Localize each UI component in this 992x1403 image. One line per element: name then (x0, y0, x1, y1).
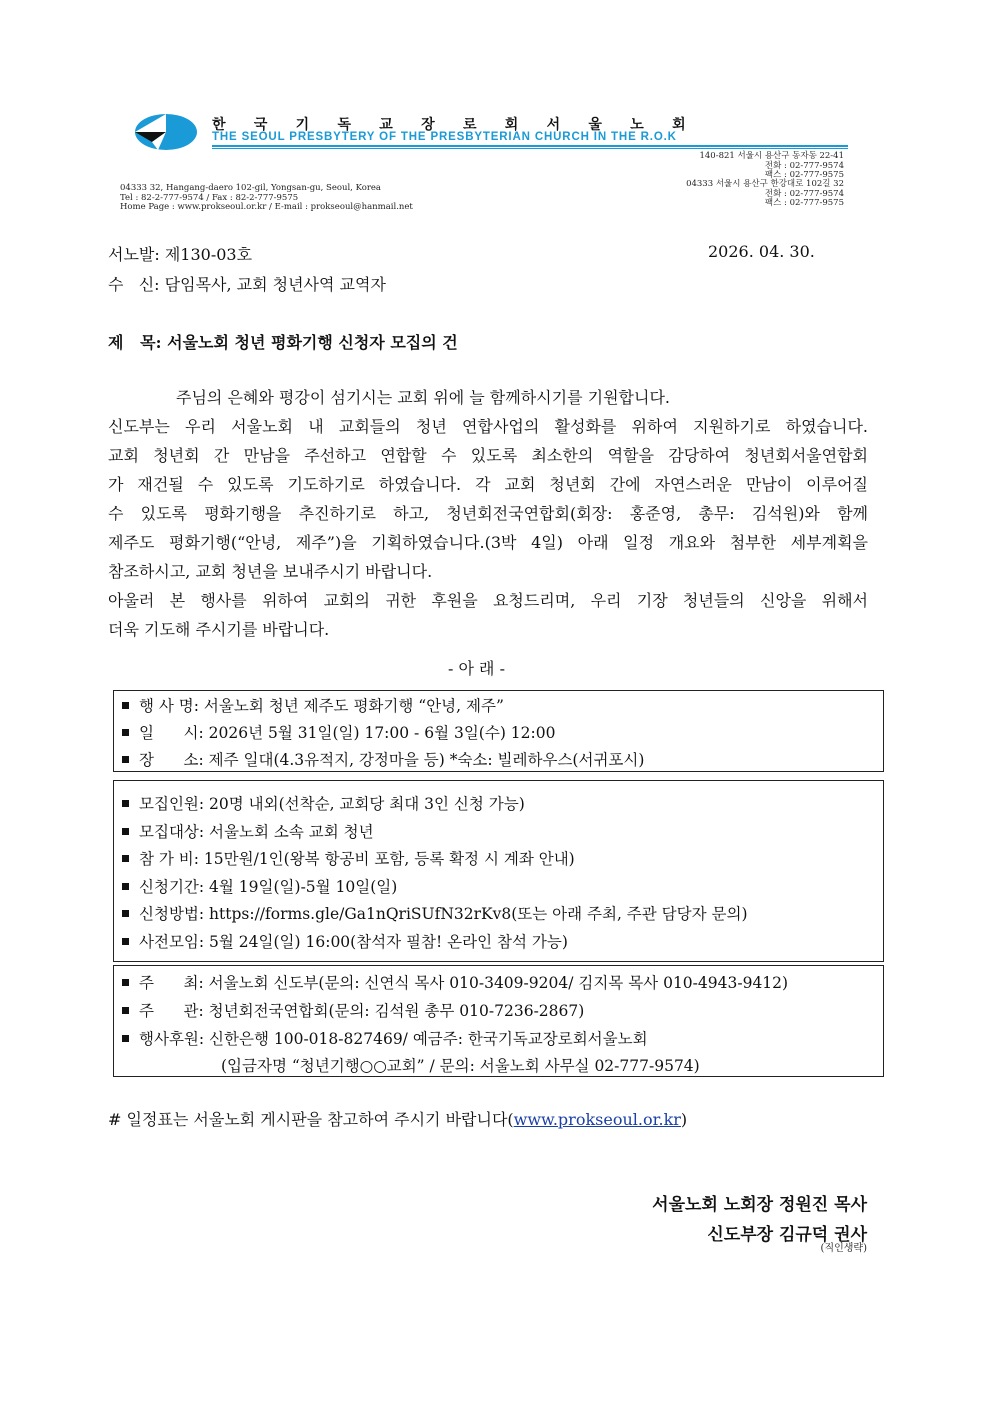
recruit-count-item: 모집인원: 20명 내외(선착순, 교회당 최대 3인 신청 가능) (122, 792, 525, 814)
bullet-icon (122, 1007, 129, 1014)
presbytery-logo (132, 112, 198, 152)
document-date: 2026. 04. 30. (708, 242, 815, 261)
sponsor-item: 행사후원: 신한은행 100-018-827469/ 예금주: 한국기독교장로회서울노회 (122, 1027, 648, 1049)
body-line: 참조하시고, 교회 청년을 보내주시기 바랍니다. (108, 562, 433, 581)
recruit-target-item: 모집대상: 서울노회 소속 교회 청년 (122, 820, 374, 842)
event-name-item: 행 사 명: 서울노회 청년 제주도 평화기행 “안녕, 제주” (122, 694, 504, 716)
letterhead-rule-thin (212, 148, 848, 149)
address-english: 04333 32, Hangang-daero 102-gil, Yongsan-gu, Seoul, Korea Tel : 82-2-777-9574 / Fax : 82-2-777-9575 Home Page : www.prokseoul.or.kr / E-mail : prokseoul@hanmail.net (120, 183, 413, 212)
deposit-note: (입금자명 “청년기행○○교회” / 문의: 서울노회 사무실 02-777-9574) (221, 1057, 700, 1075)
organizer-box (113, 965, 884, 1077)
apply-method-item: 신청방법: https://forms.gle/Ga1nQriSUfN32rKv8(또는 아래 주최, 주관 담당자 문의) (122, 902, 748, 924)
body-line: 수 있도록 평화기행을 추진하기로 하고, 청년회전국연합회(회장: 홍준영, 총무: 김석원)와 함께 (108, 504, 868, 523)
bullet-icon (122, 855, 129, 862)
letterhead-rule (212, 145, 848, 147)
body-line: 교회 청년회 간 만남을 주선하고 연합할 수 있도록 최소한의 역할을 감당하여 청년회서울연합회 (108, 446, 868, 465)
subject-label: 제 목: (108, 333, 162, 352)
apply-period-item: 신청기간: 4월 19일(일)-5월 10일(일) (122, 875, 397, 897)
bullet-icon (122, 938, 129, 945)
subject-line (108, 330, 458, 353)
signature-dept-head: 신도부장 김규덕 권사 (707, 1225, 867, 1245)
schedule-note: # 일정표는 서울노회 게시판을 참고하여 주시기 바랍니다(www.prokseoul.or.kr) (108, 1110, 688, 1129)
address-new: 04333 서울시 용산구 한강대로 102길 32 전화 : 02-777-9574 팩스 : 02-777-9575 (686, 179, 844, 208)
body-line: 신도부는 우리 서울노회 내 교회들의 청년 연합사업의 활성화를 위하여 지원하기로 하였습니다. (108, 417, 868, 436)
bullet-icon (122, 979, 129, 986)
bullet-icon (122, 756, 129, 763)
bullet-icon (122, 702, 129, 709)
event-date-item: 일 시: 2026년 5월 31일(일) 17:00 - 6월 3일(수) 12:00 (122, 721, 555, 743)
org-name-korean: 한국기독교장로회서울노회 (212, 117, 714, 133)
subject-value: 서울노회 청년 평화기행 신청자 모집의 건 (167, 333, 458, 352)
bullet-icon (122, 910, 129, 917)
notice-heading: - 아 래 - (448, 659, 505, 678)
bullet-icon (122, 883, 129, 890)
bullet-icon (122, 729, 129, 736)
event-place-item: 장 소: 제주 일대(4.3유적지, 강정마을 등) *숙소: 빌레하우스(서귀포시) (122, 748, 644, 770)
bullet-icon (122, 828, 129, 835)
body-paragraph (108, 383, 868, 644)
address-old: 140-821 서울시 용산구 동자동 22-41 전화 : 02-777-9574 팩스 : 02-777-9575 (699, 151, 844, 180)
body-line: 가 재건될 수 있도록 기도하기로 하였습니다. 각 교회 청년회 간에 자연스러운 만남이 이루어질 (108, 475, 868, 494)
bullet-icon (122, 800, 129, 807)
recipient-label: 수 신: (108, 275, 160, 294)
signature-moderator: 서울노회 노회장 정원진 목사 (652, 1195, 867, 1215)
pre-meeting-item: 사전모임: 5월 24일(일) 16:00(참석자 필참! 온라인 참석 가능) (122, 930, 568, 952)
body-line: 제주도 평화기행(“안녕, 제주”)을 기획하였습니다.(3박 4일) 아래 일정 개요와 첨부한 세부계획을 (108, 533, 868, 552)
bullet-icon (122, 1035, 129, 1042)
body-line: 주님의 은혜와 평강이 섬기시는 교회 위에 늘 함께하시기를 기원합니다. (176, 388, 670, 407)
event-info-box (113, 690, 884, 772)
host-item: 주 최: 서울노회 신도부(문의: 신연식 목사 010-3409-9204/ 김지목 목사 010-4943-9412) (122, 971, 788, 993)
organizer-item: 주 관: 청년회전국연합회(문의: 김석원 총무 010-7236-2867) (122, 999, 584, 1021)
body-line: 아울러 본 행사를 위하여 교회의 귀한 후원을 요청드리며, 우리 기장 청년들의 신앙을 위해서 (108, 591, 868, 610)
org-name-english: THE SEOUL PRESBYTERY OF THE PRESBYTERIAN CHURCH IN THE R.O.K (212, 131, 677, 143)
website-link[interactable]: www.prokseoul.or.kr (513, 1110, 681, 1129)
recruitment-box (113, 780, 884, 962)
recipient-value: 담임목사, 교회 청년사역 교역자 (164, 275, 386, 294)
body-line: 더욱 기도해 주시기를 바랍니다. (108, 620, 330, 639)
seal-omitted-note: (직인생략) (820, 1243, 867, 1254)
fee-item: 참 가 비: 15만원/1인(왕복 항공비 포함, 등록 확정 시 계좌 안내) (122, 847, 575, 869)
document-number: 서노발: 제130-03호 (108, 245, 253, 264)
recipient-line (108, 272, 386, 295)
